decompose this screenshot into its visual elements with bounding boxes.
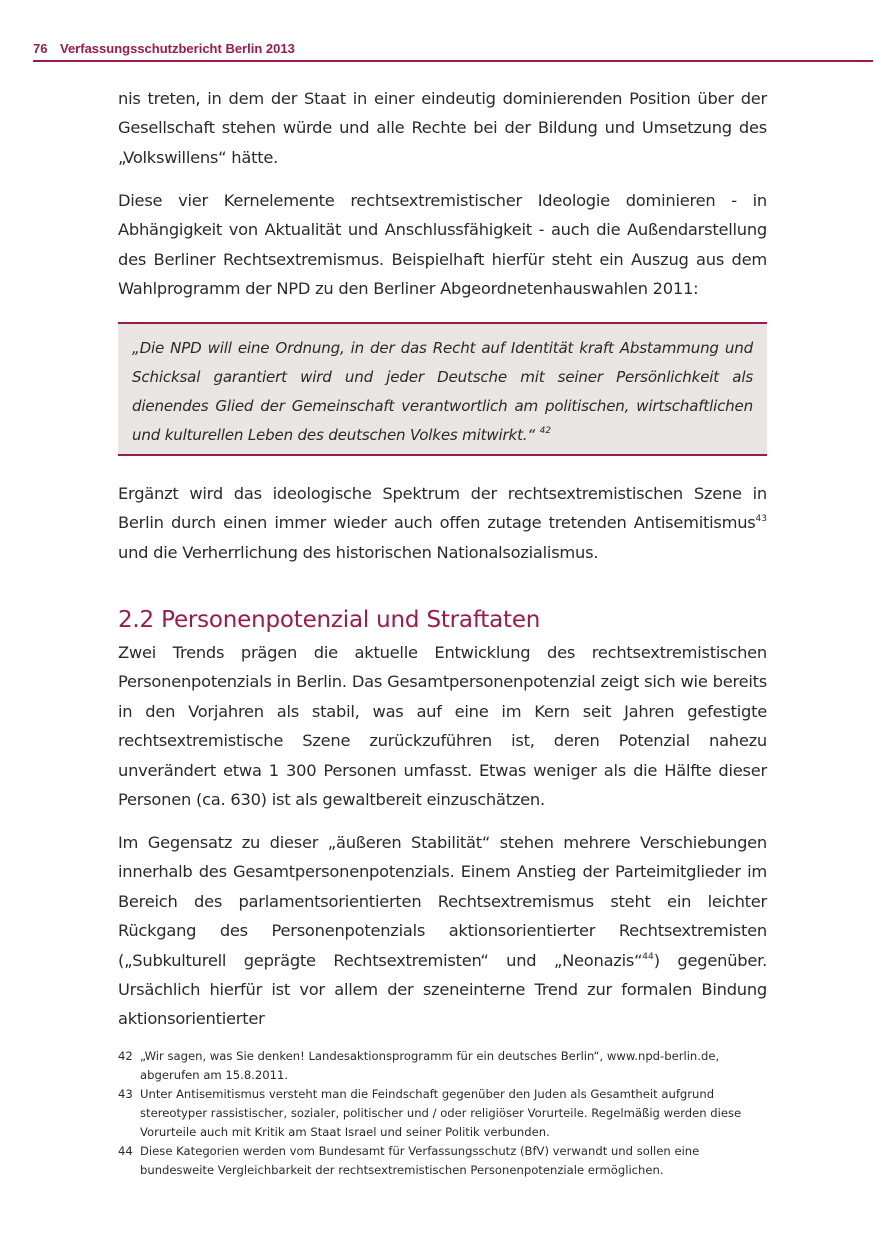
paragraph-4-block: [118, 638, 767, 814]
paragraph-5: [118, 828, 767, 1034]
paragraph-3: [118, 479, 767, 567]
footnote-ref-44[interactable]: 44: [642, 951, 654, 962]
footnote-text: „Wir sagen, was Sie denken! Landesaktionsprogramm für ein deutsches Berlin“, www.npd-berlin.de, abgerufen am 15.8.2011.: [140, 1049, 720, 1082]
quote-text: „Die NPD will eine Ordnung, in der das Recht auf Identität kraft Abstammung und Schicksal garantiert wird und jeder Deutsche mit seiner Persönlichkeit als dienendes Glied der Gemeinschaft verantwortlich am politischen, wirtschaftlichen und kulturellen Leben des deutschen Volkes mitwirkt.“: [132, 339, 753, 444]
footnote-number: 43: [118, 1087, 133, 1101]
paragraph-2-block: [118, 186, 767, 304]
footnotes: [118, 1047, 768, 1180]
paragraph-3-block: [118, 479, 767, 567]
paragraph-1-block: [118, 84, 767, 172]
footnote-43: [118, 1085, 768, 1142]
footnote-44: [118, 1142, 768, 1180]
section-heading: 2.2 Personenpotenzial und Straftaten: [118, 607, 541, 633]
paragraph-3-part-2: und die Verherrlichung des historischen Nationalsozialismus.: [118, 542, 599, 562]
footnote-ref-42[interactable]: 42: [539, 426, 552, 436]
paragraph-3-part-1: Ergänzt wird das ideologische Spektrum der rechtsextremistischen Szene in Berlin durch einen immer wieder auch offen zutage tretenden Antisemitismus: [118, 484, 767, 533]
quote-text-wrapper: [132, 334, 753, 450]
footnote-text: Diese Kategorien werden vom Bundesamt für Verfassungsschutz (BfV) verwandt und sollen eine bundesweite Vergleichbarkeit der rechtsextremistischen Personenpotenziale ermöglichen.: [140, 1144, 700, 1177]
footnote-42: [118, 1047, 768, 1085]
paragraph-5-part-2: ) gegenüber. Ursächlich hierfür ist vor allem der szeneinterne Trend zur formalen Bindung aktionsorientierter: [118, 950, 767, 1029]
paragraph-5-block: [118, 828, 767, 1034]
running-title: Verfassungsschutzbericht Berlin 2013: [60, 41, 295, 56]
page-number: 76: [33, 41, 48, 56]
footnote-ref-43[interactable]: 43: [755, 514, 767, 525]
paragraph-1: nis treten, in dem der Staat in einer eindeutig dominierenden Position über der Gesellschaft stehen würde und alle Rechte bei der Bildung und Umsetzung des „Volkswillens“ hätte.: [118, 89, 767, 167]
paragraph-2: Diese vier Kernelemente rechtsextremistischer Ideologie dominieren - in Abhängigkeit von Aktualität und Anschlussfähigkeit - auch die Außendarstellung des Berliner Rechtsextremismus. Beispielhaft hierfür steht ein Auszug aus dem Wahlprogramm der NPD zu den Berliner Abgeordnetenhauswahlen 2011:: [118, 191, 767, 299]
footnote-number: 44: [118, 1144, 133, 1158]
footnote-number: 42: [118, 1049, 133, 1063]
page-header: [33, 40, 873, 62]
paragraph-5-part-1: Im Gegensatz zu dieser „äußeren Stabilität“ stehen mehrere Verschiebungen innerhalb des Gesamtpersonenpotenzials. Einem Anstieg der Parteimitglieder im Bereich des parlamentsorientierten Rechtsextremismus steht ein leichter Rückgang des Personenpotenzials aktionsorientierter Rechtsextremisten („Subkulturell geprägte Rechtsextremisten“ und „Neonazis“: [118, 833, 767, 970]
footnote-text: Unter Antisemitismus versteht man die Feindschaft gegenüber den Juden als Gesamtheit aufgrund stereotyper rassistischer, sozialer, politischer und / oder religiöser Vorurteile. Regelmäßig werden diese Vorurteile auch mit Kritik am Staat Israel und seiner Politik verbunden.: [140, 1087, 742, 1139]
npd-quote-box: [118, 322, 767, 456]
paragraph-4: Zwei Trends prägen die aktuelle Entwicklung des rechtsextremistischen Personenpotenzials in Berlin. Das Gesamtpersonenpotenzial zeigt sich wie bereits in den Vorjahren als stabil, was auf eine im Kern seit Jahren gefestigte rechtsextremistische Szene zurückzuführen ist, deren Potenzial nahezu unverändert etwa 1 300 Personen umfasst. Etwas weniger als die Hälfte dieser Personen (ca. 630) ist als gewaltbereit einzuschätzen.: [118, 643, 767, 810]
